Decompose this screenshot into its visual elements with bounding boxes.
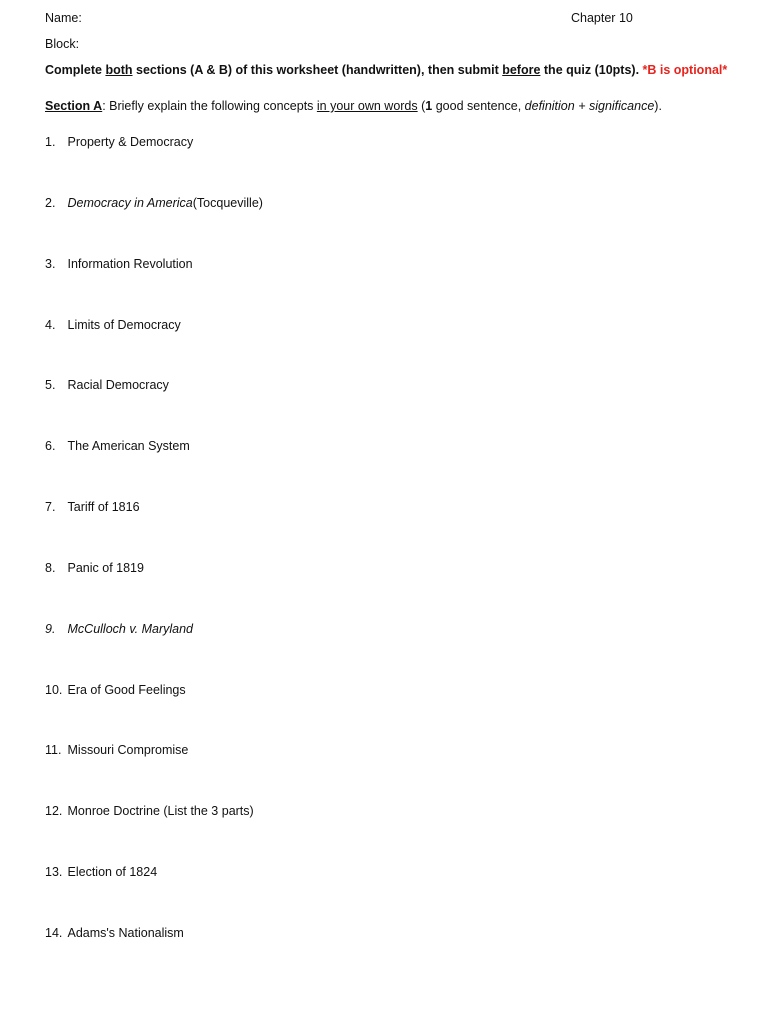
instructions-both: both (105, 63, 133, 77)
item-title: Era of Good Feelings (67, 682, 186, 697)
item-title: Property & Democracy (67, 135, 194, 149)
list-item (45, 500, 263, 561)
instructions-before: before (502, 63, 541, 77)
item-title: Information Revolution (67, 256, 193, 271)
item-number: 2. (45, 195, 56, 210)
item-title: Racial Democracy (67, 378, 169, 393)
item-number: 12. (45, 804, 63, 819)
concept-list (45, 135, 263, 987)
list-item (45, 865, 263, 926)
item-title: McCulloch v. Maryland (67, 621, 194, 636)
section-a-own-words: in your own words (316, 99, 418, 113)
item-title: Election of 1824 (67, 865, 158, 880)
item-number: 8. (45, 560, 56, 575)
item-title: Missouri Compromise (67, 743, 189, 758)
chapter-label: Chapter 10 (571, 11, 633, 25)
item-number: 4. (45, 317, 56, 332)
section-a-text3: good sentence, (432, 99, 525, 113)
item-number: 3. (45, 256, 56, 271)
list-item (45, 926, 263, 987)
item-number: 9. (45, 621, 56, 636)
instructions-part2: sections (A & B) of this worksheet (handwritten), then submit (132, 63, 503, 77)
item-number: 13. (45, 865, 63, 880)
section-a-text2: ( (417, 99, 426, 113)
item-suffix: (Tocqueville) (192, 195, 263, 210)
instructions (45, 63, 727, 77)
section-a-text4: ). (654, 99, 662, 113)
instructions-part1: Complete (45, 63, 106, 77)
item-number: 5. (45, 378, 56, 393)
list-item (45, 622, 263, 683)
item-title: The American System (67, 439, 190, 454)
list-item (45, 257, 263, 318)
optional-note: *B is optional* (642, 63, 728, 77)
instructions-part3: the quiz (10pts). (540, 63, 643, 77)
item-title: Panic of 1819 (67, 560, 144, 575)
list-item (45, 743, 263, 804)
item-title: Tariff of 1816 (67, 500, 140, 515)
section-a-label: Section A (45, 99, 103, 113)
item-title: Democracy in America (67, 195, 193, 210)
section-a-definition: definition (524, 99, 575, 113)
item-number: 1. (45, 135, 56, 149)
item-title: Monroe Doctrine (List the 3 parts) (67, 804, 254, 819)
section-a-text1: : Briefly explain the following concepts (102, 99, 317, 113)
item-title: Adams's Nationalism (67, 925, 184, 940)
item-number: 6. (45, 439, 56, 454)
item-number: 7. (45, 500, 56, 515)
section-a-significance: significance (588, 99, 655, 113)
list-item (45, 683, 263, 744)
list-item (45, 196, 263, 257)
item-number: 14. (45, 925, 63, 940)
list-item (45, 561, 263, 622)
item-number: 11. (45, 743, 62, 758)
list-item (45, 135, 263, 196)
list-item (45, 804, 263, 865)
section-a-count: 1 (425, 99, 433, 113)
name-label: Name: (45, 11, 82, 25)
item-number: 10. (45, 682, 63, 697)
list-item (45, 439, 263, 500)
item-title: Limits of Democracy (67, 317, 181, 332)
list-item (45, 378, 263, 439)
section-a-plus: + (574, 99, 589, 113)
section-a-intro (45, 99, 662, 113)
block-label: Block: (45, 37, 80, 51)
list-item (45, 318, 263, 379)
